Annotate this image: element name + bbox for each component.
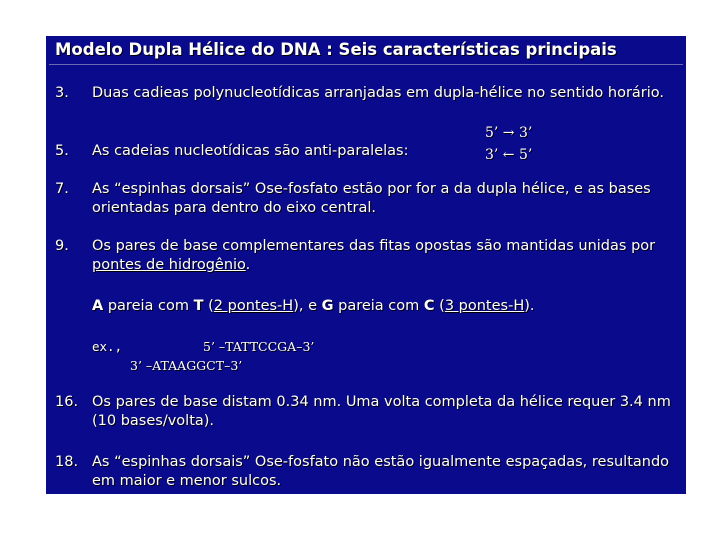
item-text: As “espinhas dorsais” Ose-fosfato não estão igualmente espaçadas, resultando em maior e menor sulcos. xyxy=(92,454,670,489)
hydrogen-bonds-link[interactable]: pontes de hidrogênio xyxy=(92,257,246,273)
item-text-end: . xyxy=(245,257,251,273)
base-a: A xyxy=(92,298,104,314)
item-text: Duas cadieas polynucleotídicas arranjadas em dupla-hélice no sentido horário. xyxy=(92,85,665,101)
base-g: G xyxy=(321,298,334,314)
item-number: 7. xyxy=(55,181,69,197)
paren-close: ), e xyxy=(293,298,322,314)
item-text-part: Os pares de base complementares das fitas opostas são mantidas unidas por xyxy=(92,238,656,254)
item-text: As “espinhas dorsais” Ose-fosfato estão por for a da dupla hélice, e as bases orientadas para dentro do eixo central. xyxy=(92,181,651,216)
sequence-bottom: 3’ –ATAAGGCT–3’ xyxy=(130,358,243,373)
item-text: As cadeias nucleotídicas são anti-paralelas: xyxy=(92,143,409,159)
item-text: Os pares de base distam 0.34 nm. Uma volta completa da hélice requer 3.4 nm (10 bases/volta). xyxy=(92,394,671,429)
paren-open: ( xyxy=(203,298,214,314)
paren-close: ). xyxy=(524,298,535,314)
title-divider xyxy=(49,64,683,65)
sequence-top: 5’ –TATTCCGA–3’ xyxy=(203,339,315,354)
base-c: C xyxy=(423,298,435,314)
item-number: 9. xyxy=(55,238,69,254)
item-text xyxy=(92,237,682,275)
pairing-text: pareia com xyxy=(333,298,424,314)
direction-5-to-3: 5’ → 3’ xyxy=(485,125,533,141)
base-t: T xyxy=(193,298,204,314)
example-label: ex., xyxy=(92,339,123,354)
paren-open: ( xyxy=(434,298,445,314)
pairing-text: pareia com xyxy=(103,298,194,314)
item-number: 18. xyxy=(55,454,79,470)
two-h-bonds-link[interactable]: 2 pontes-H xyxy=(213,298,294,314)
item-number: 16. xyxy=(55,394,79,410)
three-h-bonds-link[interactable]: 3 pontes-H xyxy=(444,298,525,314)
item-number: 3. xyxy=(55,85,69,101)
slide-title: Modelo Dupla Hélice do DNA : Seis características principais xyxy=(55,40,617,59)
item-number: 5. xyxy=(55,143,69,159)
direction-3-to-5: 3’ ← 5’ xyxy=(485,147,533,163)
